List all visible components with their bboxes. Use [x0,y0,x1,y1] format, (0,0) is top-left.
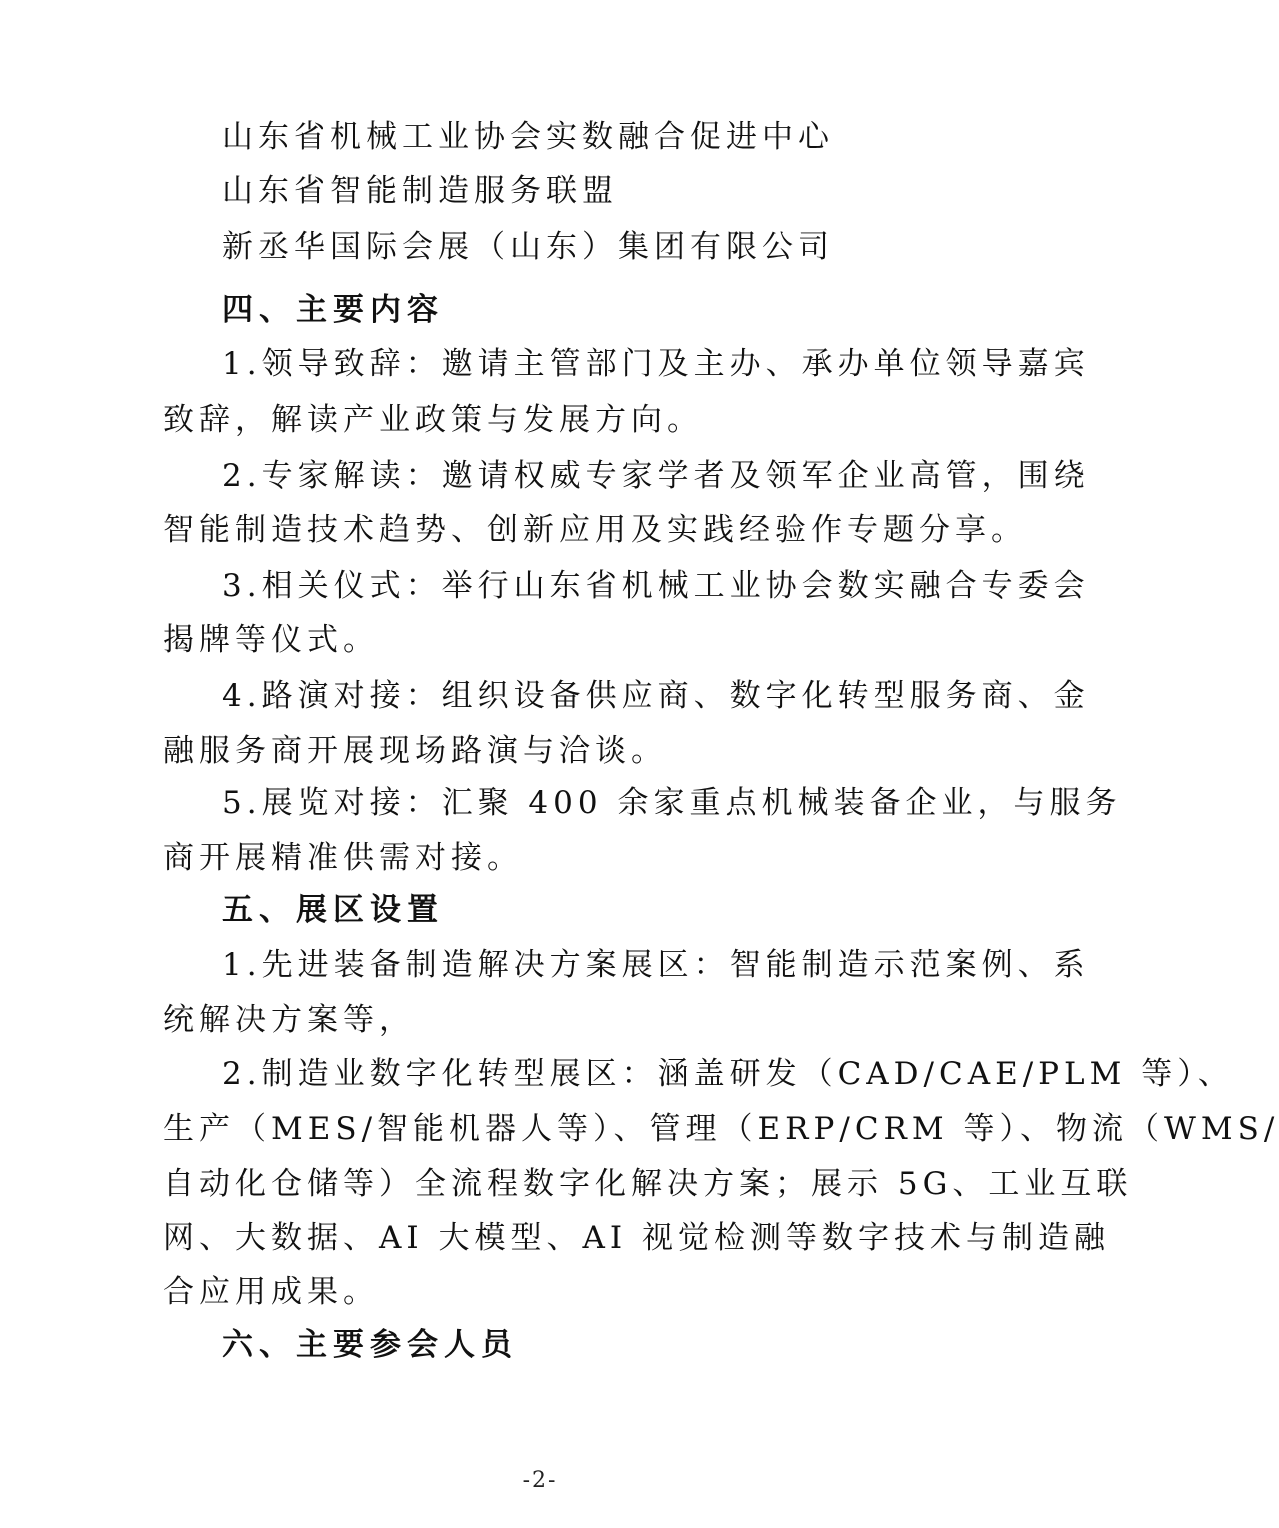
paragraph-line: 2.专家解读：邀请权威专家学者及领军企业高管，围绕 [222,458,1090,494]
paragraph-line: 3.相关仪式：举行山东省机械工业协会数实融合专委会 [222,568,1090,604]
section-heading: 五、展区设置 [222,892,444,928]
paragraph-line: 自动化仓储等）全流程数字化解决方案；展示 5G、工业互联 [163,1166,1133,1202]
paragraph-line: 统解决方案等， [163,1002,415,1038]
organizer-line: 山东省机械工业协会实数融合促进中心 [222,119,834,155]
paragraph-line: 5.展览对接：汇聚 400 余家重点机械装备企业，与服务 [222,785,1122,821]
paragraph-line: 融服务商开展现场路演与洽谈。 [163,733,667,769]
paragraph-line: 2.制造业数字化转型展区：涵盖研发（CAD/CAE/PLM 等）、 [222,1056,1234,1092]
organizer-line: 新丞华国际会展（山东）集团有限公司 [222,229,834,265]
paragraph-line: 致辞，解读产业政策与发展方向。 [163,402,703,438]
paragraph-line: 合应用成果。 [163,1274,379,1310]
paragraph-line: 智能制造技术趋势、创新应用及实践经验作专题分享。 [163,512,1027,548]
section-heading: 四、主要内容 [222,292,444,328]
section-heading: 六、主要参会人员 [222,1327,518,1363]
paragraph-line: 生产（MES/智能机器人等）、管理（ERP/CRM 等）、物流（WMS/ [163,1111,1279,1147]
page-number: -2- [522,1468,558,1493]
paragraph-line: 揭牌等仪式。 [163,622,379,658]
paragraph-line: 网、大数据、AI 大模型、AI 视觉检测等数字技术与制造融 [163,1220,1110,1256]
paragraph-line: 4.路演对接：组织设备供应商、数字化转型服务商、金 [222,678,1090,714]
paragraph-line: 商开展精准供需对接。 [163,840,523,876]
paragraph-line: 1.领导致辞：邀请主管部门及主办、承办单位领导嘉宾 [222,346,1090,382]
organizer-line: 山东省智能制造服务联盟 [222,173,618,209]
paragraph-line: 1.先进装备制造解决方案展区：智能制造示范案例、系 [222,947,1090,983]
